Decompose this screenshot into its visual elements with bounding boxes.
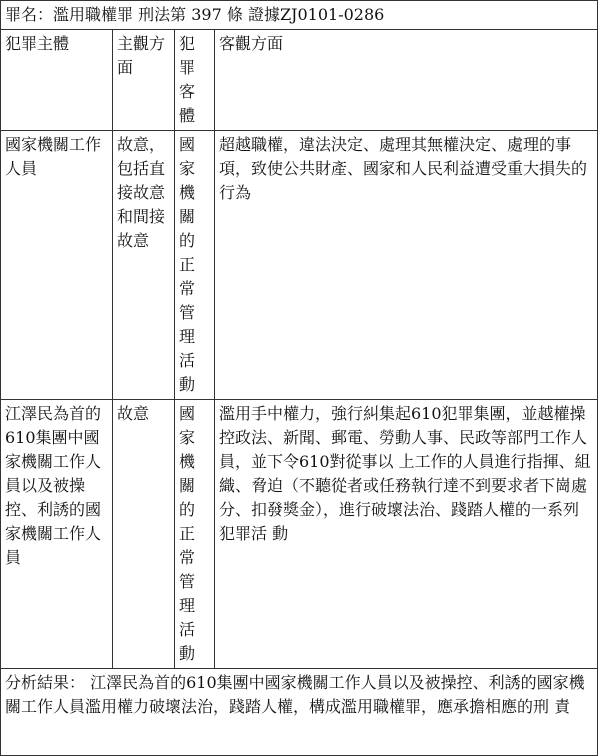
table-row [1,400,598,669]
evidence-id: 證據ZJ0101-0286 [247,5,385,24]
cell-subject: 國家機關工作人員 [1,131,113,400]
cell-subjective: 故意 [113,400,175,669]
header-subject: 犯罪主體 [1,30,113,131]
summary-cell [1,669,598,756]
title-row [1,1,598,30]
header-row [1,30,598,131]
header-objective: 客觀方面 [215,30,598,131]
header-subjective: 主觀方面 [113,30,175,131]
cell-objective: 超越職權，違法決定、處理其無權決定、處理的事項，致使公共財產、國家和人民利益遭受重大損失的行為 [215,131,598,400]
header-object: 犯罪客體 [175,30,215,131]
title-cell [1,1,598,30]
cell-objective: 濫用手中權力，強行糾集起610犯罪集團，並越權操控政法、新聞、郵電、勞動人事、民政等部門工作人員，並下令610對從事以 上工作的人員進行指揮、組織、脅迫（不聽從者或任務執行達不到要求者下崗處分、扣發獎金），進行破壞法治、踐踏人權的一系列犯罪活 動 [215,400,598,669]
cell-object: 國家機關的正常管理活動 [175,400,215,669]
summary-row [1,669,598,756]
summary-label: 分析結果： [5,673,86,692]
law-article: 刑法第 397 條 [138,5,243,24]
title-label: 罪名： [5,5,54,24]
cell-subjective: 故意，包括直接故意和間接故意 [113,131,175,400]
summary-text: 江澤民為首的610集團中國家機關工作人員以及被操控、利誘的國家機關工作人員濫用權力破壞法治，踐踏人權，構成濫用職權罪，應承擔相應的刑 責 [5,673,585,716]
cell-object: 國家機關的正常管理活動 [175,131,215,400]
crime-name: 濫用職權罪 [53,5,134,24]
cell-subject: 江澤民為首的610集團中國家機關工作人員以及被操控、利誘的國家機關工作人員 [1,400,113,669]
table-row [1,131,598,400]
